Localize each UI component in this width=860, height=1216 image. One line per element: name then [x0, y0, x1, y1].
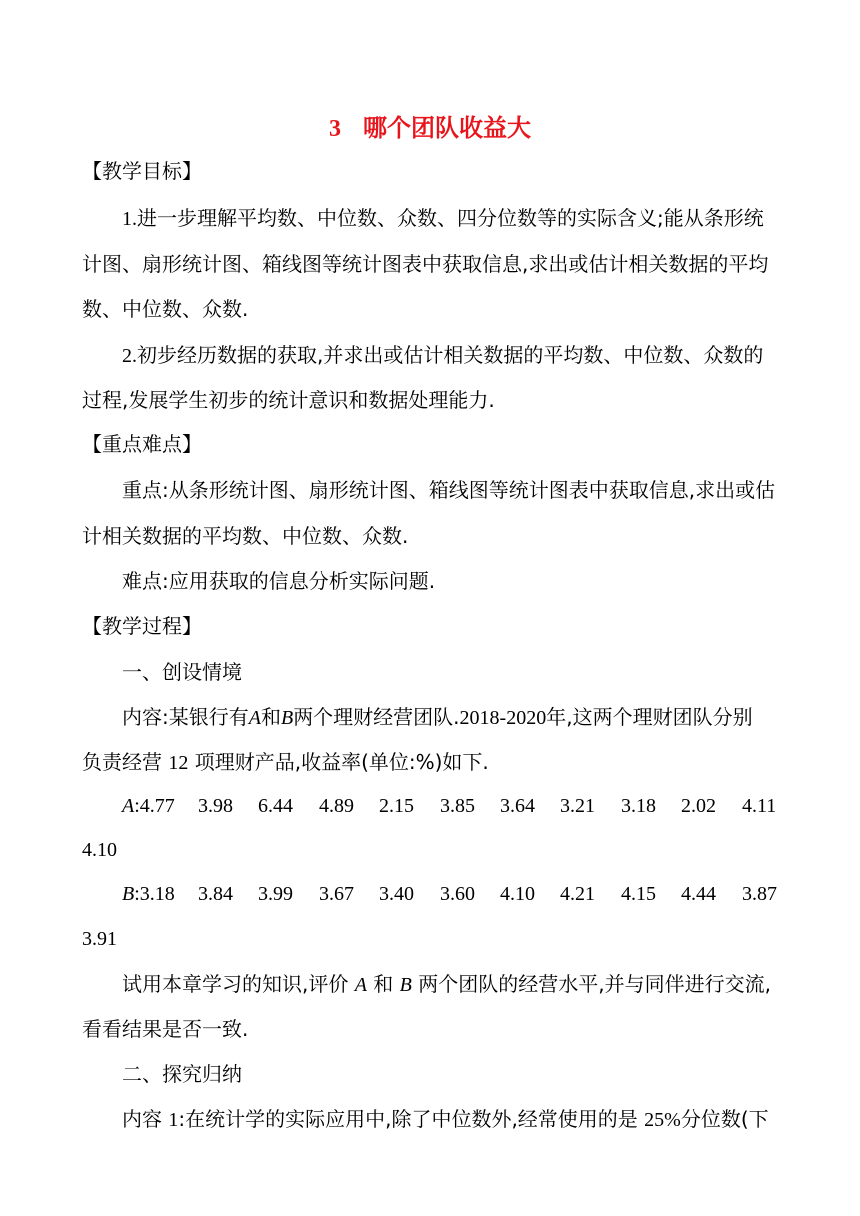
context-line-2: 负责经营 12 项理财产品,收益率(单位:%)如下. — [82, 750, 489, 774]
team-a-value: 4.11 — [742, 795, 777, 817]
objective-1-line-1: 1.进一步理解平均数、中位数、众数、四分位数等的实际含义;能从条形统 — [122, 206, 764, 230]
section-2-heading: 二、探究归纳 — [122, 1062, 242, 1086]
key-points-heading: 【重点难点】 — [82, 432, 202, 456]
team-b-value: 3.99 — [258, 883, 293, 905]
title-number: 3 — [329, 116, 341, 142]
team-b-value: 3.84 — [198, 883, 233, 905]
objective-1-line-3: 数、中位数、众数. — [82, 297, 249, 321]
process-heading: 【教学过程】 — [82, 614, 202, 638]
difficulty-line: 难点:应用获取的信息分析实际问题. — [122, 569, 436, 593]
team-b-value: 3.60 — [440, 883, 475, 905]
objective-1-line-2: 计图、扇形统计图、箱线图等统计图表中获取信息,求出或估计相关数据的平均 — [82, 252, 769, 276]
team-b-value: 3.40 — [379, 883, 414, 905]
team-a-last-value: 4.10 — [82, 839, 117, 861]
team-a-value: 3.21 — [560, 795, 595, 817]
team-b-value: 3.67 — [319, 883, 354, 905]
team-a-value: 3.98 — [198, 795, 233, 817]
team-b-value: 4.10 — [500, 883, 535, 905]
team-b-value: 4.15 — [621, 883, 656, 905]
team-a-value: 3.64 — [500, 795, 535, 817]
team-a-first-value: A:4.77 — [122, 795, 175, 817]
team-a-value: 3.18 — [621, 795, 656, 817]
objective-2-line-2: 过程,发展学生初步的统计意识和数据处理能力. — [82, 388, 495, 412]
team-b-last-value: 3.91 — [82, 928, 117, 950]
content-2-line-1: 内容 1:在统计学的实际应用中,除了中位数外,经常使用的是 25%分位数(下 — [122, 1107, 769, 1131]
page-title — [0, 108, 860, 143]
team-a-value: 3.85 — [440, 795, 475, 817]
team-b-value: 4.21 — [560, 883, 595, 905]
team-b-first-value: B:3.18 — [122, 883, 175, 905]
team-a-value: 2.02 — [681, 795, 716, 817]
question-line-1: 试用本章学习的知识,评价 A 和 B 两个团队的经营水平,并与同伴进行交流, — [122, 972, 771, 996]
team-a-value: 4.89 — [319, 795, 354, 817]
title-text: 哪个团队收益大 — [363, 115, 531, 142]
objective-2-line-1: 2.初步经历数据的获取,并求出或估计相关数据的平均数、中位数、众数的 — [122, 343, 764, 367]
section-1-heading: 一、创设情境 — [122, 660, 242, 684]
team-b-value: 4.44 — [681, 883, 716, 905]
team-b-value: 3.87 — [742, 883, 777, 905]
team-a-value: 2.15 — [379, 795, 414, 817]
focus-line-2: 计相关数据的平均数、中位数、众数. — [82, 524, 409, 548]
focus-line-1: 重点:从条形统计图、扇形统计图、箱线图等统计图表中获取信息,求出或估 — [122, 478, 776, 502]
team-a-value: 6.44 — [258, 795, 293, 817]
context-line-1: 内容:某银行有A和B两个理财经营团队.2018-2020年,这两个理财团队分别 — [122, 705, 753, 729]
objectives-heading: 【教学目标】 — [82, 159, 202, 183]
question-line-2: 看看结果是否一致. — [82, 1017, 249, 1041]
